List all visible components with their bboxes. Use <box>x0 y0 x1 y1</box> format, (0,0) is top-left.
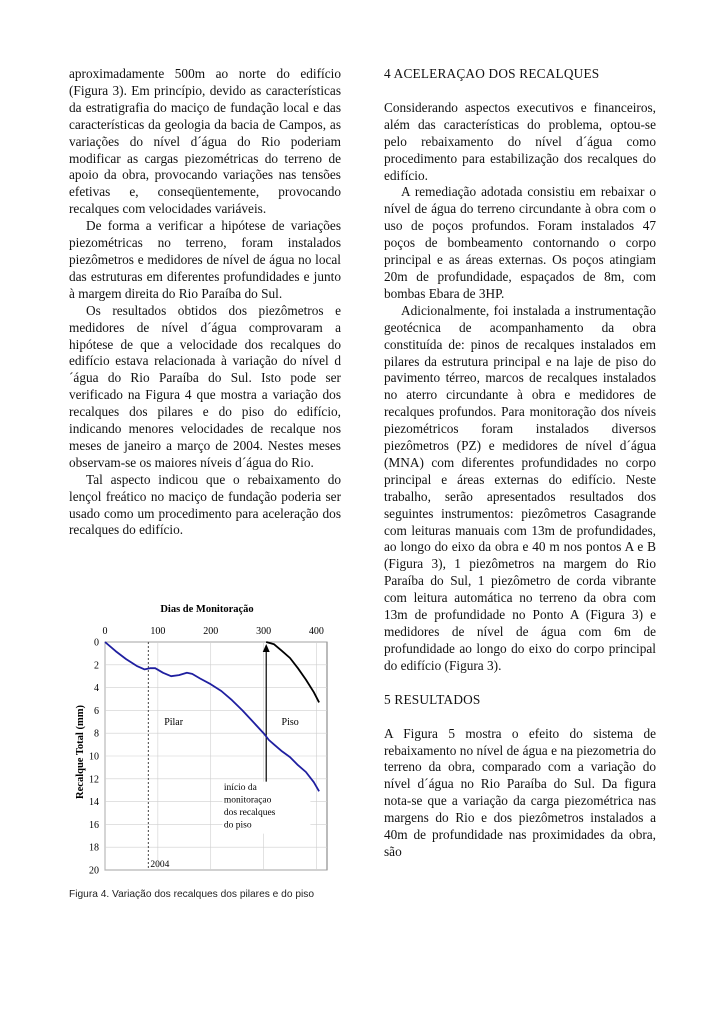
right-paragraph-2: A remediação adotada consistiu em rebaixar o nível de água do terreno circundante à obra com o uso de poços profundos. Foram instalados 47 poços de bombeamento contornando o corpo principal e as áreas externas. Os poços atingiam 20m de profundidade, espaçados de 8m, com bombas Ebara de 3HP. <box>384 184 656 301</box>
left-paragraph-2: De forma a verificar a hipótese de variações piezométricas no terreno, foram instalados piezômetros e medidores de nível de água no local das estruturas em diferentes profundidades e junto à margem direita do Rio Paraíba do Sul. <box>69 218 341 301</box>
x-tick-label: 400 <box>308 626 324 637</box>
y-tick-label: 2 <box>94 660 99 672</box>
y-tick-label: 12 <box>89 774 99 786</box>
x-tick-label: 100 <box>150 626 166 637</box>
y-tick-label: 0 <box>94 637 99 649</box>
y-tick-label: 18 <box>89 842 99 854</box>
y-tick-label: 10 <box>89 751 99 763</box>
y-tick-label: 6 <box>94 705 99 717</box>
right-paragraph-4: A Figura 5 mostra o efeito do sistema de rebaixamento no nível de água e na piezometria do terreno da obra, comparado com a variação do nível d´água no Rio Paraíba do Sul. Da figura nota-se que a variação da carga piezométrica nas margens do Rio e dos piezômetros instalados a 40m de profundidade nas proximidades da obra, são <box>384 725 656 859</box>
x-tick-label: 300 <box>256 626 272 637</box>
left-paragraph-4: Tal aspecto indicou que o rebaixamento do lençol freático no maciço de fundação poderia ser usado como um procedimento para aceleração dos recalques do edifício. <box>69 471 341 538</box>
start-note-text: início da <box>223 783 257 794</box>
figure-caption: Figura 4. Variação dos recalques dos pilares e do piso <box>69 889 315 900</box>
x-tick-label: 200 <box>203 626 219 637</box>
y-tick-label: 20 <box>89 865 99 877</box>
piso-label: Piso <box>281 717 299 729</box>
right-paragraph-1: Considerando aspectos executivos e financeiros, além das características do problema, optou-se pelo rebaixamento do nível d´água como procedimento para estabilização dos recalques do edifício. <box>384 99 656 183</box>
left-paragraph-3: Os resultados obtidos dos piezômetros e medidores de nível d´água comprovaram a hipótese de que a velocidade dos recalques do edifício estava relacionada à variação do nível d´água do Rio Paraíba do Sul. Isto pode ser verificado na Figura 4 que mostra a variação dos recalques dos pilares e do piso do edifício, indicando menores velocidades de recalque nos meses de janeiro a março de 2004. Nestes meses observam-se os maiores níveis d´água do Rio. <box>69 302 341 470</box>
y-tick-label: 4 <box>94 683 99 695</box>
start-note-text: monitoraçao <box>223 795 272 806</box>
left-column <box>69 66 341 539</box>
section-4-heading: 4 ACELERAÇAO DOS RECALQUES <box>384 66 600 81</box>
right-paragraph-3: Adicionalmente, foi instalada a instrumentação geotécnica de acompanhamento da obra constituída de: pinos de recalques instalados em pilares da estrutura principal e na laje de piso do pavimento térreo, marcos de recalques instalados no aterro circundante à obra e medidores de recalques profundos. Para monitoração dos níveis piezométricos foram instalados diversos piezômetros (PZ) e medidores de nível d´água (MNA) com diferentes profundidades no corpo principal e áreas externas do edifício. Neste trabalho, serão apresentados resultados dos seguintes instrumentos: piezômetros Casagrande com leituras manuais com 13m de profundidades, ao longo do eixo da obra e 40 m nos pontos A e B (Figura 3), 1 piezômetros na margem do Rio Paraíba do Sul, 1 piezômetro de corda vibrante com leitura automática no terreno da obra com 13m de profundidade no Ponto A (Figura 3) e medidores de nível de água com 6m de profundidade ao longo do eixo do corpo principal do edifício (Figura 3). <box>384 302 656 673</box>
figure-4 <box>69 600 341 882</box>
series-line-piso <box>266 642 319 702</box>
right-column <box>384 66 656 861</box>
settlement-chart <box>69 600 341 882</box>
y-axis-label: Recalque Total (mm) <box>75 705 86 799</box>
section-5-heading: 5 RESULTADOS <box>384 691 481 707</box>
x-tick-label: 0 <box>102 626 108 637</box>
y-tick-label: 14 <box>89 797 99 809</box>
start-note-text: do piso <box>223 820 252 831</box>
left-paragraph-1: aproximadamente 500m ao norte do edifício (Figura 3). Em princípio, devido as características da estratigrafia do maciço de fundação local e das características da geologia da bacia de Campos, as variações do nível d´água do Rio poderiam modificar as cargas piezométricas do terreno de apoio da obra, provocando variações nas tensões efetivas e, conseqüentemente, provocando recalques com velocidades variáveis. <box>69 66 341 217</box>
y-tick-label: 8 <box>94 728 99 740</box>
y-tick-label: 16 <box>89 819 99 831</box>
chart-title: Dias de Monitoração <box>160 604 254 615</box>
year-marker-label: 2004 <box>150 860 170 870</box>
start-note-text: dos recalques <box>223 808 276 819</box>
pilar-label: Pilar <box>164 717 184 729</box>
